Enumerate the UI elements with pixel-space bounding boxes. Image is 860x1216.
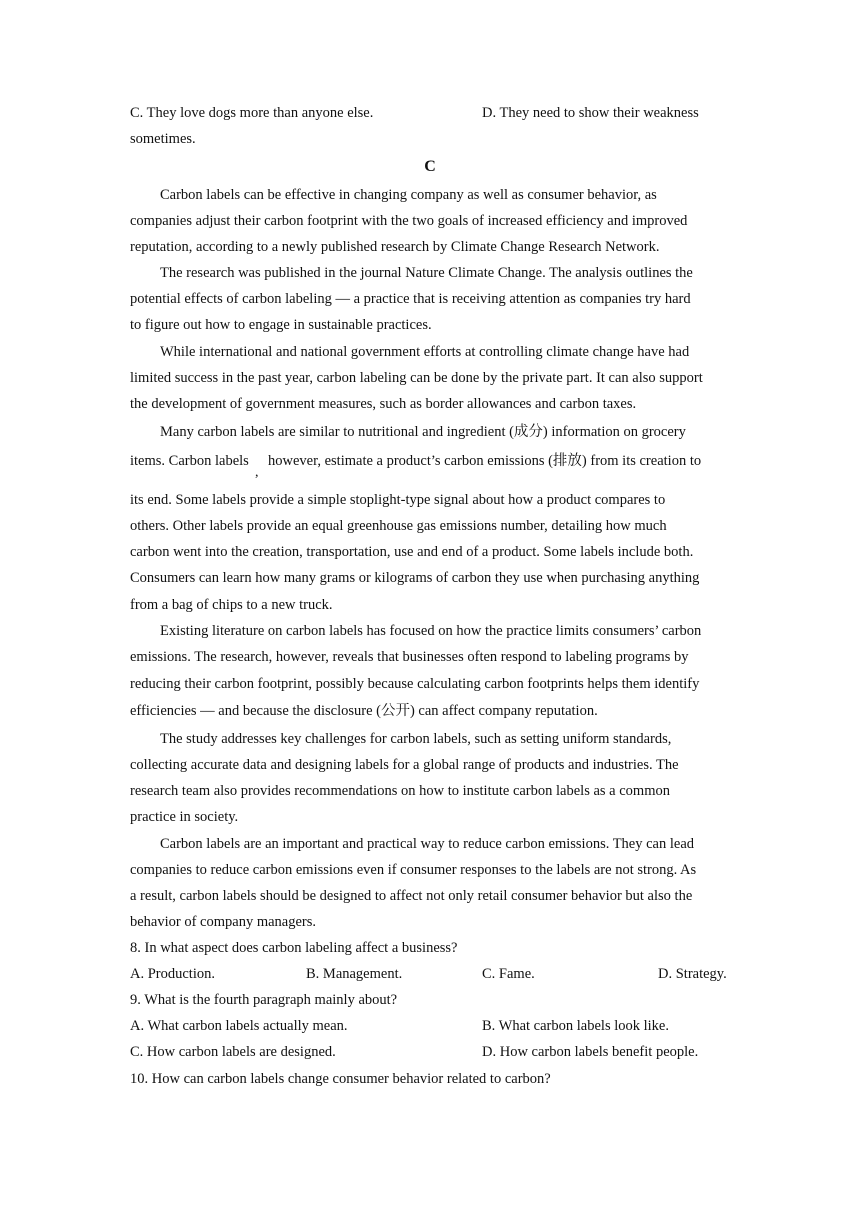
paragraph-line: collecting accurate data and designing labels for a global range of products and industries. The (130, 757, 679, 773)
paragraph-line: emissions. The research, however, reveals that businesses often respond to labeling programs by (130, 649, 689, 665)
question-8-option-d: D. Strategy. (658, 966, 727, 982)
paragraph-line: however, estimate a product’s carbon emissions (排放) from its creation to (268, 453, 702, 469)
section-heading: C (424, 158, 436, 175)
paragraph-line: behavior of company managers. (130, 914, 317, 930)
stray-comma: , (255, 465, 259, 480)
question-8-option-c: C. Fame. (482, 966, 535, 982)
paragraph-line: companies adjust their carbon footprint with the two goals of increased efficiency and improved (130, 213, 688, 229)
question-10-stem: 10. How can carbon labels change consumer behavior related to carbon? (130, 1071, 551, 1087)
prev-option-d: D. They need to show their weakness (482, 105, 699, 121)
question-8-option-a: A. Production. (130, 966, 215, 982)
paragraph-line: others. Other labels provide an equal greenhouse gas emissions number, detailing how much (130, 518, 667, 534)
paragraph-line: efficiencies — and because the disclosure (公开) can affect company reputation. (130, 703, 598, 719)
paragraph-line: items. Carbon labels (130, 453, 249, 469)
prev-option-c: C. They love dogs more than anyone else. (130, 105, 374, 121)
paragraph-line: reducing their carbon footprint, possibly because calculating carbon footprints helps them identify (130, 676, 700, 692)
paragraph-line: Many carbon labels are similar to nutritional and ingredient (成分) information on grocery (160, 424, 686, 440)
question-8-option-b: B. Management. (306, 966, 403, 982)
paragraph-line: carbon went into the creation, transportation, use and end of a product. Some labels include both. (130, 544, 694, 560)
paragraph-line: a result, carbon labels should be designed to affect not only retail consumer behavior but also the (130, 888, 693, 904)
paragraph-line: limited success in the past year, carbon labeling can be done by the private part. It can also support (130, 370, 703, 386)
question-9-option-d: D. How carbon labels benefit people. (482, 1044, 699, 1060)
paragraph-line: potential effects of carbon labeling — a practice that is receiving attention as companies try hard (130, 291, 691, 307)
question-9-option-a: A. What carbon labels actually mean. (130, 1018, 348, 1034)
paragraph-line: The research was published in the journal Nature Climate Change. The analysis outlines the (160, 265, 693, 281)
paragraph-line: While international and national government efforts at controlling climate change have had (160, 344, 690, 360)
paragraph-line: Carbon labels are an important and practical way to reduce carbon emissions. They can lead (160, 836, 695, 852)
question-9-option-c: C. How carbon labels are designed. (130, 1044, 336, 1060)
paragraph-line: to figure out how to engage in sustainable practices. (130, 317, 432, 333)
paragraph-line: reputation, according to a newly published research by Climate Change Research Network. (130, 239, 660, 255)
question-9-option-b: B. What carbon labels look like. (482, 1018, 669, 1034)
paragraph-line: Existing literature on carbon labels has focused on how the practice limits consumers’ carbon (160, 623, 702, 639)
paragraph-line: Consumers can learn how many grams or kilograms of carbon they use when purchasing anything (130, 570, 700, 586)
paragraph-line: companies to reduce carbon emissions even if consumer responses to the labels are not strong. As (130, 862, 697, 878)
question-9-stem: 9. What is the fourth paragraph mainly about? (130, 992, 398, 1008)
question-8-stem: 8. In what aspect does carbon labeling affect a business? (130, 940, 458, 956)
paragraph-line: its end. Some labels provide a simple stoplight-type signal about how a product compares to (130, 492, 666, 508)
paragraph-line: research team also provides recommendations on how to institute carbon labels as a common (130, 783, 670, 799)
paragraph-line: the development of government measures, such as border allowances and carbon taxes. (130, 396, 637, 412)
paragraph-line: from a bag of chips to a new truck. (130, 597, 333, 613)
paragraph-line: practice in society. (130, 809, 239, 825)
prev-option-d-continued: sometimes. (130, 131, 196, 147)
paragraph-line: The study addresses key challenges for carbon labels, such as setting uniform standards, (160, 731, 672, 747)
paragraph-line: Carbon labels can be effective in changing company as well as consumer behavior, as (160, 187, 657, 203)
